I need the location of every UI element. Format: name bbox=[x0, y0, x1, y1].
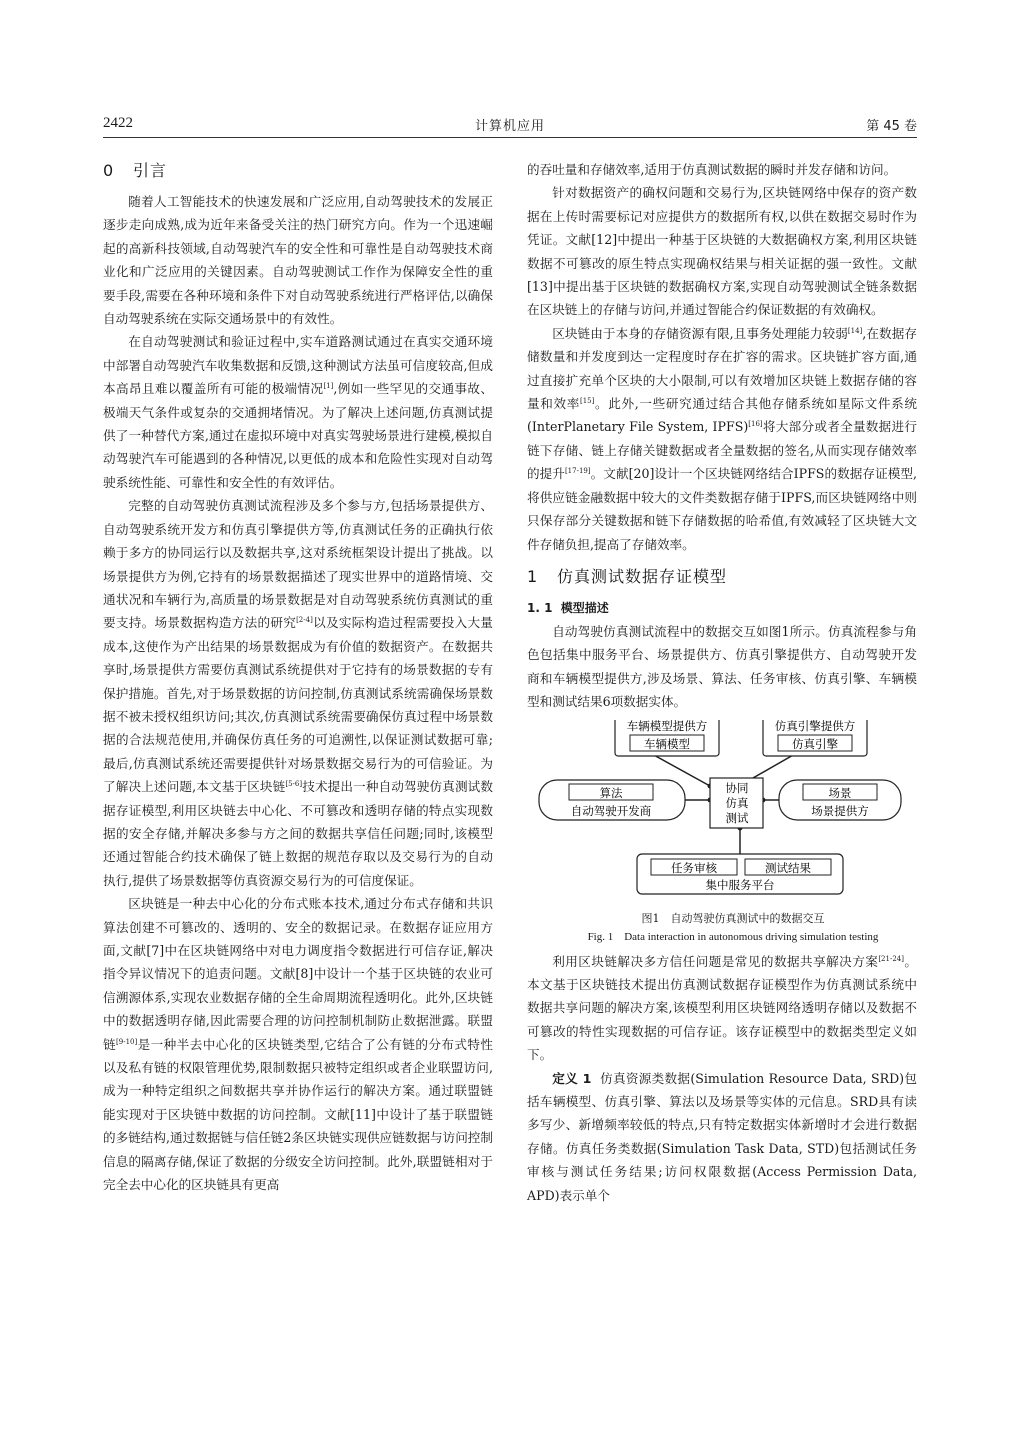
engine-label: 仿真引擎 bbox=[792, 736, 838, 751]
subsection-heading bbox=[527, 596, 917, 620]
ad-developer-label: 自动驾驶开发商 bbox=[570, 803, 652, 818]
definition-text: 仿真资源类数据(Simulation Resource Data, SRD)包括车辆模型、仿真引擎、算法以及场景等实体的元信息。SRD具有读多写少、新增频率较低的特点,只有特定数据实体新增时才会进行数据存储。仿真任务类数据(Simulation Task Data, STD)包括测试任务审核与测试任务结果;访问权限数据(Access Permission Data, APD)表示单个 bbox=[527, 1070, 917, 1203]
section-number: 1 bbox=[527, 566, 539, 586]
citation: [17-19] bbox=[564, 467, 591, 476]
citation: [16] bbox=[748, 420, 763, 429]
figure-1 bbox=[527, 720, 917, 910]
vehicle-model-label: 车辆模型 bbox=[644, 736, 690, 751]
text: 在自动驾驶测试和验证过程中,实车道路测试通过在真实交通环境中部署自动驾驶汽车收集数据和反馈,这种测试方法虽可信度较高,但成本高昂且难以覆盖所有可能的极端情况 bbox=[103, 334, 493, 397]
section-heading-1 bbox=[527, 564, 917, 590]
data-interaction-diagram bbox=[527, 720, 917, 910]
platform-label: 集中服务平台 bbox=[705, 877, 775, 892]
paragraph bbox=[103, 892, 493, 1196]
scene-provider-label: 场景提供方 bbox=[811, 803, 869, 818]
definition-label: 定义 1 bbox=[552, 1070, 592, 1086]
section-title: 仿真测试数据存证模型 bbox=[557, 566, 728, 586]
paragraph: 随着人工智能技术的快速发展和广泛应用,自动驾驶技术的发展正逐步走向成熟,成为近年来备受关注的热门研究方向。作为一个迅速崛起的高新科技领域,自动驾驶汽车的安全性和可靠性是自动驾驶技术商业化和广泛应用的关键因素。自动驾驶测试工作作为保障安全性的重要手段,需要在各种环境和条件下对自动驾驶系统进行严格评估,以确保自动驾驶系统在实际交通场景中的有效性。 bbox=[103, 194, 493, 327]
engine-provider-label: 仿真引擎提供方 bbox=[774, 719, 856, 733]
text: 区块链由于本身的存储资源有限,且事务处理能力较弱 bbox=[552, 325, 848, 341]
journal-name: 计算机应用 bbox=[474, 119, 545, 134]
text: ,例如一些罕见的交通事故、极端天气条件或复杂的交通拥堵情况。为了解决上述问题,仿真测试提供了一种替代方案,通过在虚拟环境中对真实驾驶场景进行建模,模拟自动驾驶汽车可能遇到的各种情况,以更低的成本和危险性实现对自动驾驶系统性能、可靠性和安全性的有效评估。 bbox=[103, 381, 493, 490]
paragraph bbox=[527, 950, 917, 1067]
citation: [14] bbox=[847, 326, 863, 335]
text: 区块链是一种去中心化的分布式账本技术,通过分布式存储和共识算法创建不可篡改的、透明的、安全的数据记录。在数据存证应用方面,文献[7]中在区块链网络中对电力调度指令数据进行可信存证,解决指令异议情况下的追责问题。文献[8]中设计一个基于区块链的农业可信溯源体系,实现农业数据存储的全生命周期流程透明化。此外,区块链中的数据透明存储,因此需要合理的访问控制机制防止数据泄露。联盟链 bbox=[103, 896, 493, 1052]
subsection-number: 1. 1 bbox=[527, 600, 553, 615]
paragraph: 的吞吐量和存储效率,适用于仿真测试数据的瞬时并发存储和访问。 bbox=[527, 162, 897, 177]
figure-caption-cn: 图1 自动驾驶仿真测试中的数据交互 bbox=[641, 911, 825, 925]
citation: [1] bbox=[323, 382, 334, 391]
volume-label: 第 45 卷 bbox=[866, 119, 917, 134]
task-review-label: 任务审核 bbox=[671, 860, 717, 875]
text: 利用区块链解决多方信任问题是常见的数据共享解决方案 bbox=[552, 953, 879, 969]
test-result-label: 测试结果 bbox=[765, 860, 811, 875]
section-number: 0 bbox=[103, 161, 115, 180]
definition-paragraph bbox=[527, 1067, 917, 1207]
text: 以及实际构造过程需要投入大量成本,这使作为产出结果的场景数据成为有价值的数据资产。在数据共享时,场景提供方需要仿真测试系统提供对于它持有的场景数据的专有保护措施。首先,对于场景数据的访问控制,仿真测试系统需确保场景数据不被未授权组织访问;其次,仿真测试系统需要确保仿真过程中场景数据的合法规范使用,并确保仿真任务的可追溯性,以保证测试数据可靠;最后,仿真测试系统还需要提供针对场景数据交易行为的可信验证。为了解决上述问题,本文基于区块链 bbox=[103, 615, 494, 795]
left-column bbox=[103, 158, 493, 1196]
center-label-3: 测试 bbox=[725, 810, 749, 825]
text: ,在数据存储数量和并发度到达一定程度时存在扩容的需求。区块链扩容方面,通过直接扩充单个区块的大小限制,可以有效增加区块链上数据存储的容量和效率 bbox=[527, 325, 917, 412]
vehicle-provider-label: 车辆模型提供方 bbox=[626, 719, 708, 733]
scene-label: 场景 bbox=[828, 785, 852, 800]
algorithm-label: 算法 bbox=[599, 785, 623, 800]
citation: [2-4] bbox=[296, 616, 313, 625]
text: 。此外,一些研究通过结合其他存储系统如星际文件系统(InterPlanetary File System, IPFS) bbox=[527, 396, 917, 435]
text: 将大部分或者全量数据进行链下存储、链上存储关键数据或者全量数据的签名,从而实现存储效率的提升 bbox=[527, 419, 917, 482]
section-title: 引言 bbox=[133, 161, 168, 180]
center-label-2: 仿真 bbox=[725, 795, 749, 810]
figure-caption-en: Fig. 1 Data interaction in autonomous driving simulation testing bbox=[587, 930, 879, 943]
right-column bbox=[527, 158, 917, 1207]
citation: [15] bbox=[580, 396, 595, 405]
paragraph bbox=[103, 330, 493, 494]
citation: [9-10] bbox=[116, 1037, 138, 1046]
subsection-title: 模型描述 bbox=[560, 600, 609, 615]
section-heading-0 bbox=[103, 158, 493, 184]
paragraph: 自动驾驶仿真测试流程中的数据交互如图1所示。仿真流程参与角色包括集中服务平台、场景提供方、仿真引擎提供方、自动驾驶开发商和车辆模型提供方,涉及场景、算法、任务审核、仿真引擎、车辆模型和测试结果6项数据实体。 bbox=[527, 623, 917, 710]
text: 是一种半去中心化的区块链类型,它结合了公有链的分布式特性以及私有链的权限管理优势,限制数据只被特定组织或者企业联盟访问,成为一种特定组织之间数据共享并协作运行的解决方案。通过联盟链能实现对于区块链中数据的访问控制。文献[11]中设计了基于联盟链的多链结构,通过数据链与信任链2条区块链实现供应链数据与访问控制信息的隔离存储,保证了数据的分级安全访问控制。此外,联盟链相对于完全去中心化的区块链具有更高 bbox=[103, 1036, 493, 1193]
text: 。本文基于区块链技术提出仿真测试数据存证模型作为仿真测试系统中数据共享问题的解决方案,该模型利用区块链网络透明存储以及数据不可篡改的特性实现数据的可信存证。该存证模型中的数据类型定义如下。 bbox=[527, 953, 918, 1063]
paragraph bbox=[103, 494, 493, 892]
center-label-1: 协同 bbox=[725, 780, 749, 795]
citation: [21-24] bbox=[878, 954, 904, 963]
paragraph bbox=[527, 322, 917, 556]
paragraph: 针对数据资产的确权问题和交易行为,区块链网络中保存的资产数据在上传时需要标记对应提供方的数据所有权,以供在数据交易时作为凭证。文献[12]中提出一种基于区块链的大数据确权方案,利用区块链数据不可篡改的原生特点实现确权结果与相关证据的强一致性。文献[13]中提出基于区块链的数据确权方案,实现自动驾驶测试全链条数据在区块链上的存储与访问,并通过智能合约保证数据的有效确权。 bbox=[527, 185, 917, 318]
running-header bbox=[103, 113, 917, 138]
citation: [5-6] bbox=[285, 779, 303, 788]
text: 技术提出一种自动驾驶仿真测试数据存证模型,利用区块链去中心化、不可篡改和透明存储的特点实现数据的安全存储,并解决多参与方之间的数据共享信任问题;同时,该模型还通过智能合约技术确保了链上数据的规范存取以及交易行为的自动执行,提供了场景数据等仿真资源交易行为的可信度保证。 bbox=[103, 779, 494, 888]
text: 完整的自动驾驶仿真测试流程涉及多个参与方,包括场景提供方、自动驾驶系统开发方和仿真引擎提供方等,仿真测试任务的正确执行依赖于多方的协同运行以及数据共享,这对系统框架设计提出了挑战。以场景提供方为例,它持有的场景数据描述了现实世界中的道路情境、交通状况和车辆行为,高质量的场景数据是对自动驾驶系统仿真测试的重要支持。场景数据构造方法的研究 bbox=[103, 498, 493, 631]
page-number: 2422 bbox=[103, 115, 133, 131]
text: 。文献[20]设计一个区块链网络结合IPFS的数据存证模型,将供应链金融数据中较大的文件类数据存储于IPFS,而区块链网络中则只保存部分关键数据和链下存储数据的哈希值,有效减轻了区块链大文件存储负担,提高了存储效率。 bbox=[527, 466, 918, 552]
